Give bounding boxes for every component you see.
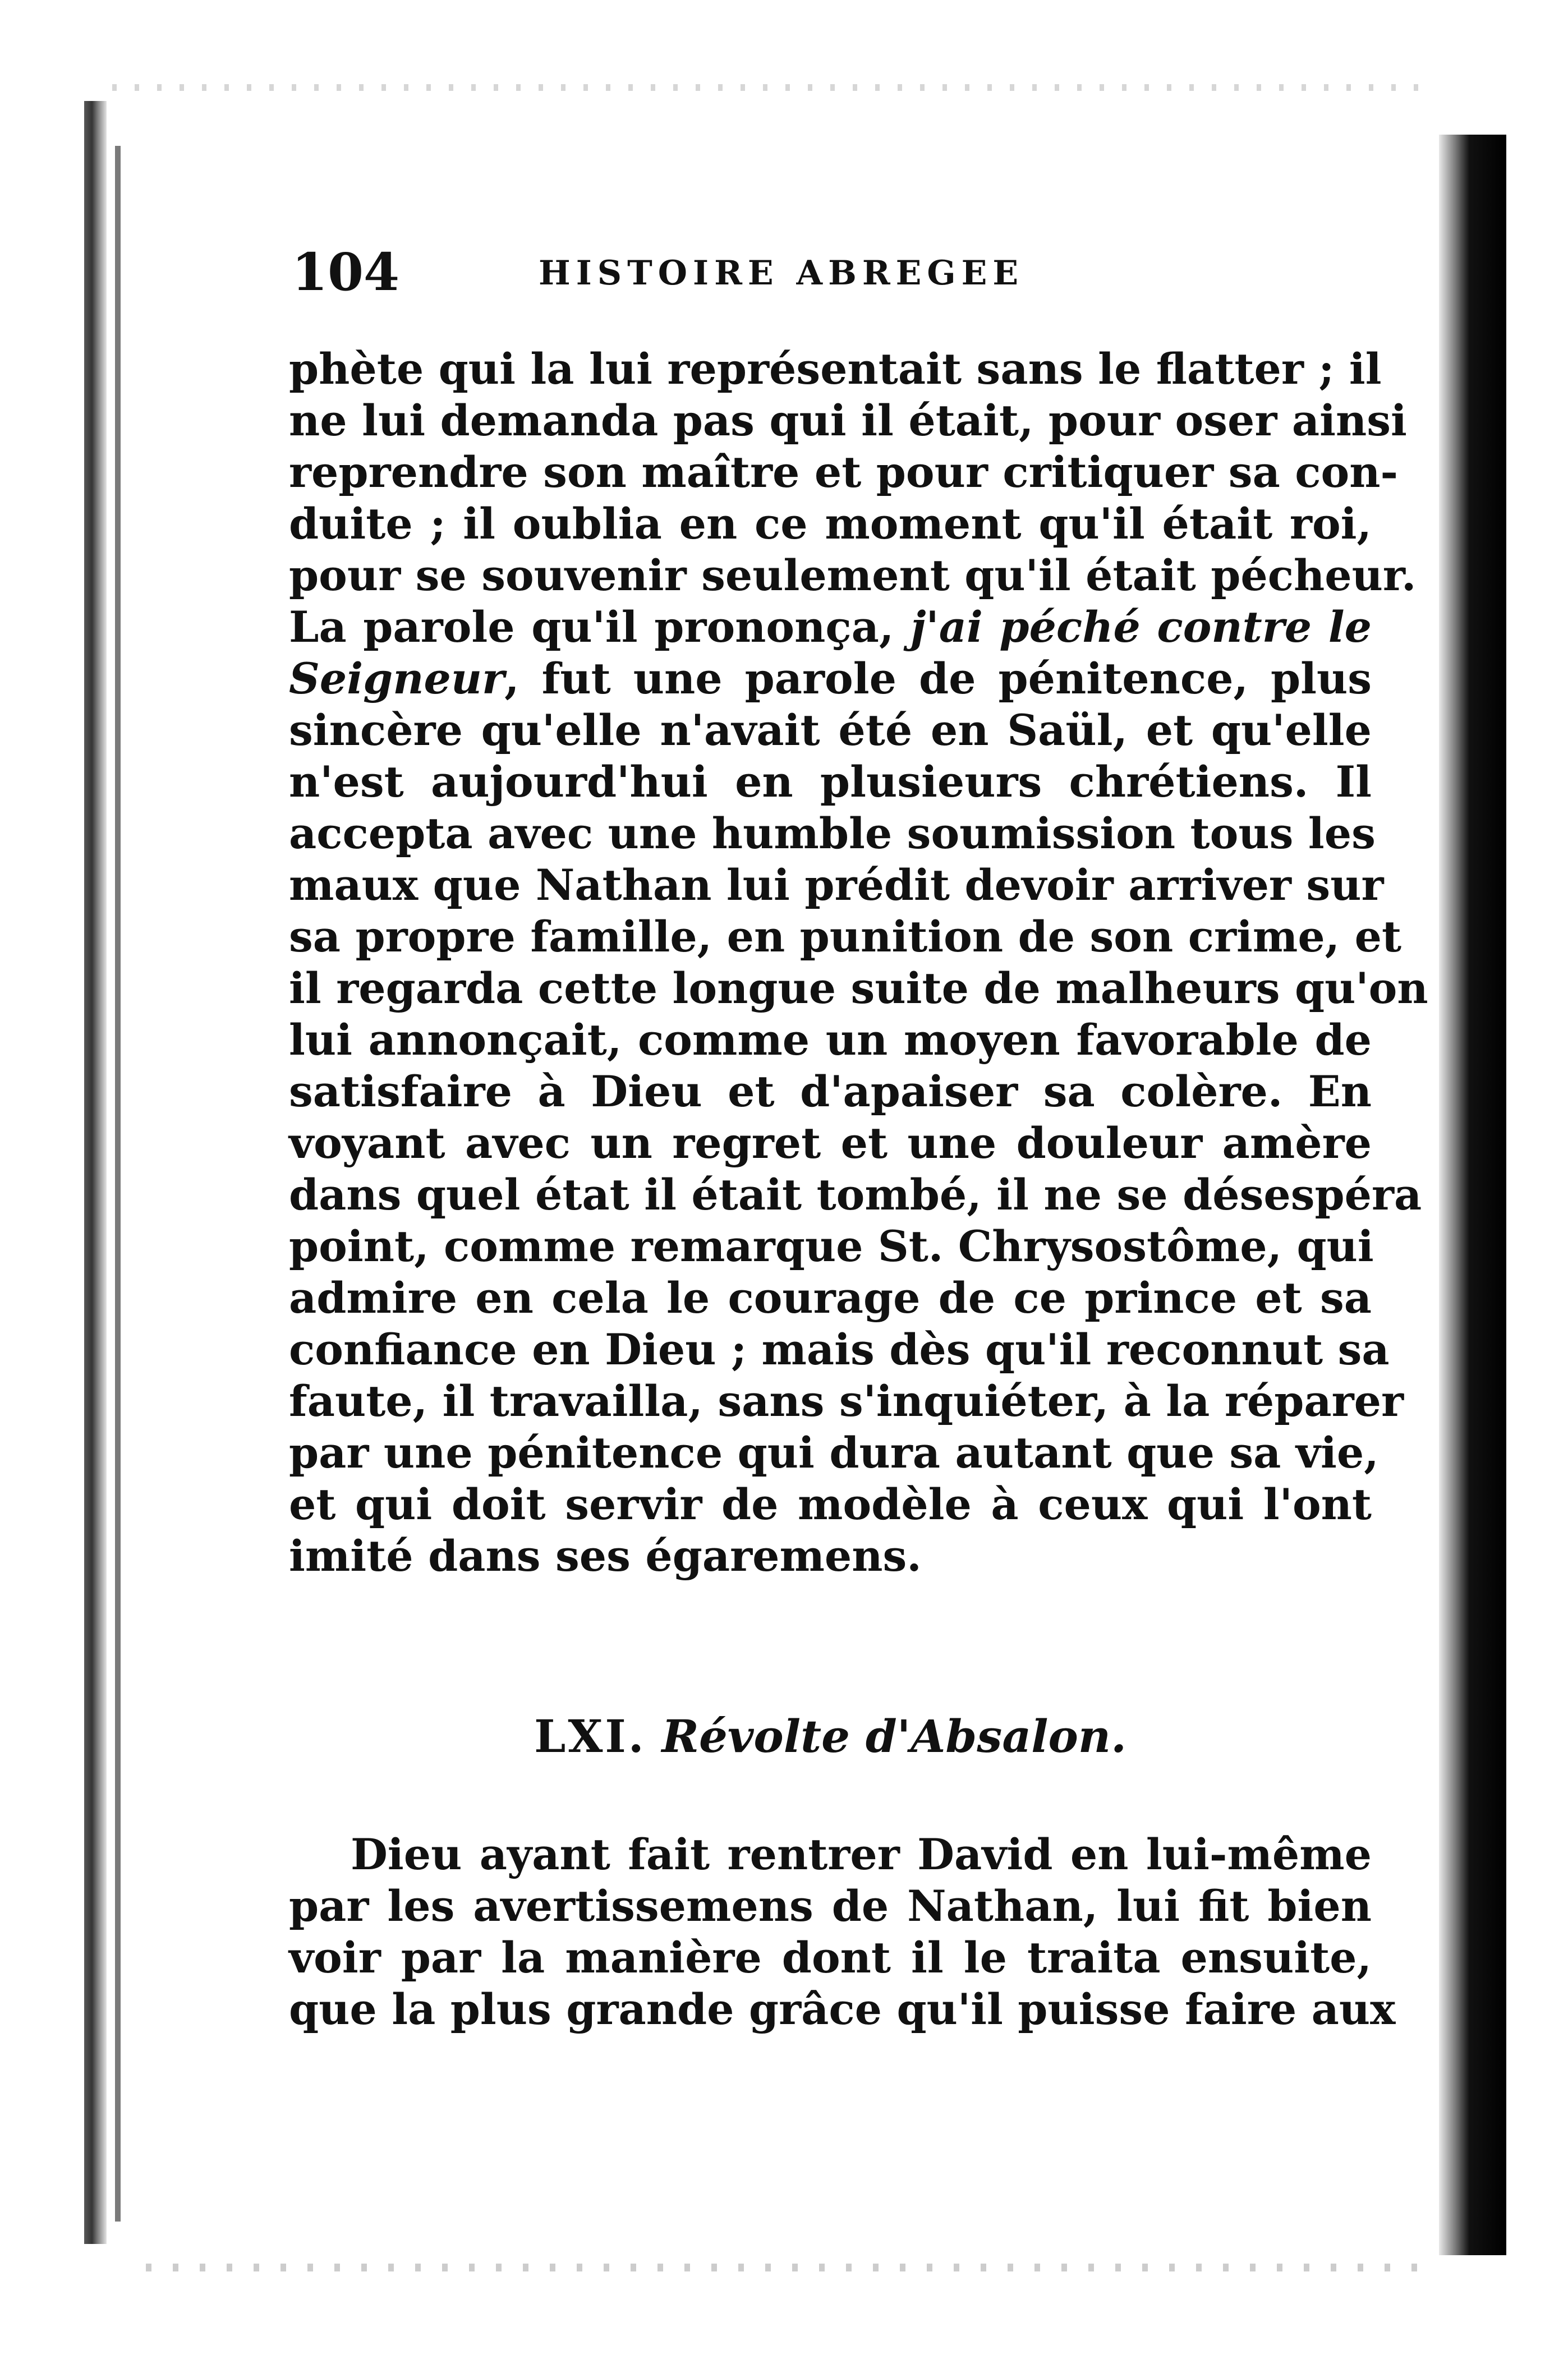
scan-edge-shadow [1439, 135, 1506, 2255]
text-line: sincère qu'elle n'avait été en Saül, et qu'elle [289, 705, 1372, 755]
text-line: satisfaire à Dieu et d'apaiser sa colère. En [289, 1066, 1372, 1116]
text-line: maux que Nathan lui prédit devoir arriver sur [289, 860, 1384, 910]
text-line: admire en cela le courage de ce prince et sa [289, 1273, 1372, 1323]
text-line: dans quel état il était tombé, il ne se désespéra [289, 1170, 1422, 1220]
text-line: ne lui demanda pas qui il était, pour oser ainsi [289, 396, 1407, 445]
text-line: point, comme remarque St. Chrysostôme, qui [289, 1221, 1374, 1271]
page-header [292, 241, 1369, 303]
text-line: sa propre famille, en punition de son crime, et [289, 912, 1402, 962]
text-line: accepta avec une humble soumission tous les [289, 808, 1376, 858]
text-line: phète qui la lui représentait sans le flatter ; il [289, 344, 1382, 394]
text-line: voir par la manière dont il le traita ensuite, [289, 1933, 1372, 1983]
page-number: 104 [292, 242, 400, 302]
text-line: reprendre son maître et pour critiquer sa con- [289, 447, 1399, 497]
section-title: Révolte d'Absalon. [661, 1710, 1126, 1763]
text-line: duite ; il oublia en ce moment qu'il était roi, [289, 499, 1372, 549]
section-number: LXI. [534, 1710, 646, 1763]
text-line: voyant avec un regret et une douleur amère [289, 1118, 1372, 1168]
text-line: que la plus grande grâce qu'il puisse faire aux [289, 1984, 1396, 2034]
text-line: pour se souvenir seulement qu'il était pécheur. [289, 550, 1417, 600]
paragraph-2 [289, 1829, 1396, 2035]
text-line: n'est aujourd'hui en plusieurs chrétiens. Il [289, 757, 1372, 807]
text-line: par les avertissemens de Nathan, lui fit bien [289, 1881, 1372, 1931]
paragraph-1 [289, 343, 1428, 1582]
binding-shadow [84, 101, 107, 2244]
scan-noise-top [112, 84, 1431, 91]
text-line: Seigneur, fut une parole de pénitence, plus [289, 654, 1372, 703]
section-heading [289, 1703, 1372, 1770]
text-line: confiance en Dieu ; mais dès qu'il reconnut sa [289, 1325, 1390, 1374]
binding-line [115, 146, 121, 2222]
text-line: imité dans ses égaremens. [289, 1531, 922, 1581]
text-line: et qui doit servir de modèle à ceux qui l'ont [289, 1479, 1372, 1529]
text-line: La parole qu'il prononça, j'ai péché contre le [289, 602, 1372, 652]
text-line: par une pénitence qui dura autant que sa vie, [289, 1428, 1379, 1478]
text-line: Dieu ayant fait rentrer David en lui-même [351, 1829, 1372, 1879]
text-line: il regarda cette longue suite de malheurs qu'on [289, 963, 1428, 1013]
running-head: HISTOIRE ABREGEE [539, 254, 1024, 293]
text-line: faute, il travailla, sans s'inquiéter, à la réparer [289, 1376, 1404, 1426]
text-line: lui annonçait, comme un moyen favorable de [289, 1015, 1372, 1065]
scan-noise-bottom [146, 2264, 1436, 2271]
